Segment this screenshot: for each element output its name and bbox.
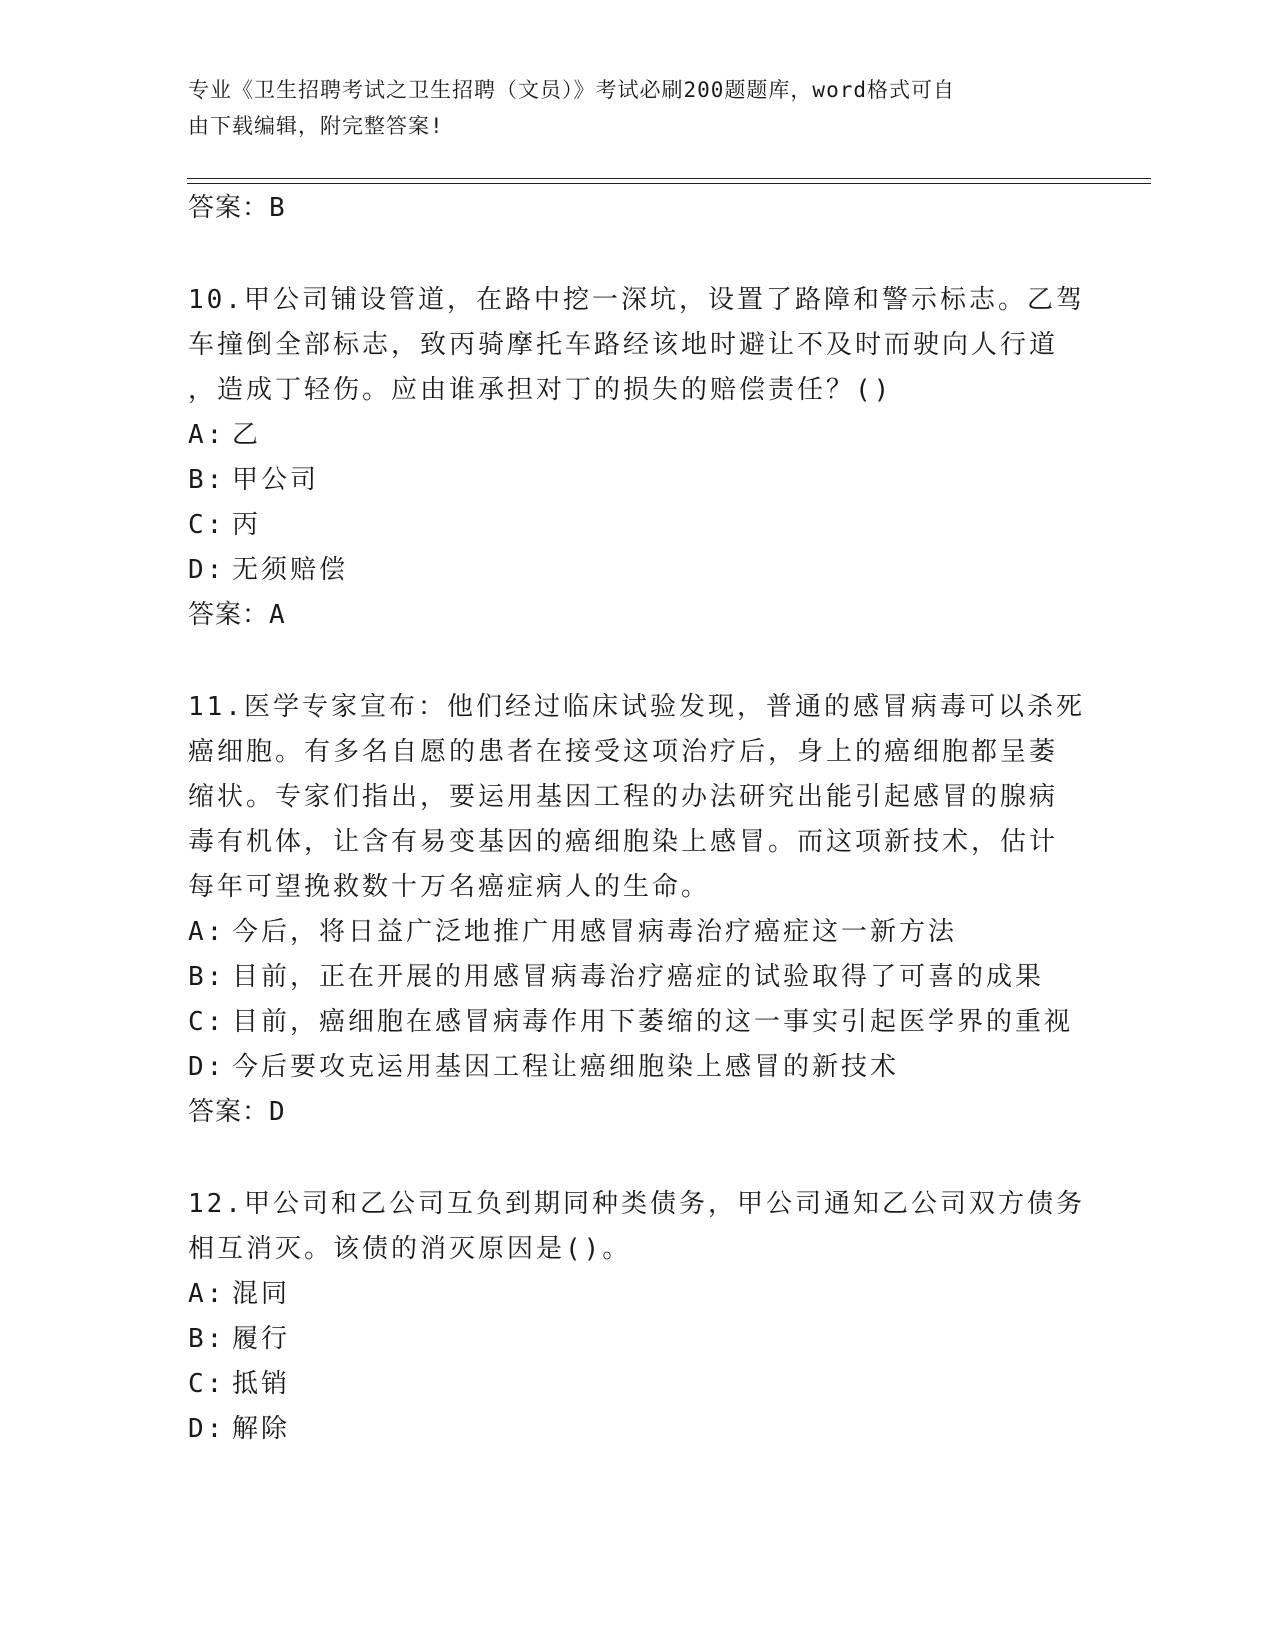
option-text: 抵销	[232, 1369, 291, 1399]
document-header	[188, 72, 1068, 144]
document-body	[188, 186, 1088, 1452]
option-d	[188, 1407, 1088, 1452]
stem-line: 毒有机体，让含有易变基因的癌细胞染上感冒。而这项新技术，估计	[188, 827, 1059, 857]
option-label: A:	[188, 420, 226, 450]
option-label: B:	[188, 962, 226, 992]
stem-line: ，造成丁轻伤。应由谁承担对丁的损失的赔偿责任？()	[188, 375, 893, 405]
option-c	[188, 1362, 1088, 1407]
option-d	[188, 548, 1088, 593]
header-divider-top	[187, 178, 1151, 179]
option-label: D:	[188, 555, 226, 585]
option-text: 目前，癌细胞在感冒病毒作用下萎缩的这一事实引起医学界的重视	[232, 1007, 1074, 1037]
question-answer: 答案：D	[188, 1097, 286, 1127]
question-stem	[188, 278, 1088, 413]
option-label: C:	[188, 1007, 226, 1037]
stem-line: 车撞倒全部标志，致丙骑摩托车路经该地时避让不及时而驶向人行道	[188, 330, 1059, 360]
option-d	[188, 1045, 1088, 1090]
header-divider-bottom	[187, 183, 1151, 184]
previous-answer: 答案：B	[188, 193, 286, 223]
option-text: 解除	[232, 1414, 291, 1444]
stem-line: 每年可望挽救数十万名癌症病人的生命。	[188, 872, 711, 902]
option-text: 履行	[232, 1324, 291, 1354]
question-10	[188, 278, 1088, 637]
option-c	[188, 1000, 1088, 1045]
option-b	[188, 458, 1088, 503]
option-text: 甲公司	[232, 465, 320, 495]
option-text: 无须赔偿	[232, 555, 349, 585]
question-11	[188, 685, 1088, 1134]
option-label: A:	[188, 1279, 226, 1309]
option-label: C:	[188, 1369, 226, 1399]
option-text: 今后，将日益广泛地推广用感冒病毒治疗癌症这一新方法	[232, 917, 958, 947]
option-a	[188, 413, 1088, 458]
stem-line: 12.甲公司和乙公司互负到期同种类债务，甲公司通知乙公司双方债务	[188, 1189, 1085, 1219]
option-label: D:	[188, 1414, 226, 1444]
option-label: B:	[188, 465, 226, 495]
option-label: A:	[188, 917, 226, 947]
option-a	[188, 1272, 1088, 1317]
question-stem	[188, 685, 1088, 910]
stem-line: 癌细胞。有多名自愿的患者在接受这项治疗后，身上的癌细胞都呈萎	[188, 737, 1059, 767]
option-label: D:	[188, 1052, 226, 1082]
question-12	[188, 1182, 1088, 1452]
option-b	[188, 955, 1088, 1000]
stem-line: 相互消灭。该债的消灭原因是()。	[188, 1234, 632, 1264]
option-text: 混同	[232, 1279, 291, 1309]
stem-line: 缩状。专家们指出，要运用基因工程的办法研究出能引起感冒的腺病	[188, 782, 1059, 812]
question-stem	[188, 1182, 1088, 1272]
option-c	[188, 503, 1088, 548]
option-b	[188, 1317, 1088, 1362]
option-text: 乙	[232, 420, 262, 450]
stem-line: 11.医学专家宣布：他们经过临床试验发现，普通的感冒病毒可以杀死	[188, 692, 1085, 722]
header-line-2: 由下载编辑，附完整答案!	[188, 114, 444, 138]
question-answer: 答案：A	[188, 600, 286, 630]
header-line-1: 专业《卫生招聘考试之卫生招聘（文员）》考试必刷200题题库，word格式可自	[188, 78, 955, 102]
option-a	[188, 910, 1088, 955]
option-text: 丙	[232, 510, 262, 540]
option-text: 目前，正在开展的用感冒病毒治疗癌症的试验取得了可喜的成果	[232, 962, 1045, 992]
option-label: C:	[188, 510, 226, 540]
option-text: 今后要攻克运用基因工程让癌细胞染上感冒的新技术	[232, 1052, 900, 1082]
option-label: B:	[188, 1324, 226, 1354]
stem-line: 10.甲公司铺设管道，在路中挖一深坑，设置了路障和警示标志。乙驾	[188, 285, 1085, 315]
